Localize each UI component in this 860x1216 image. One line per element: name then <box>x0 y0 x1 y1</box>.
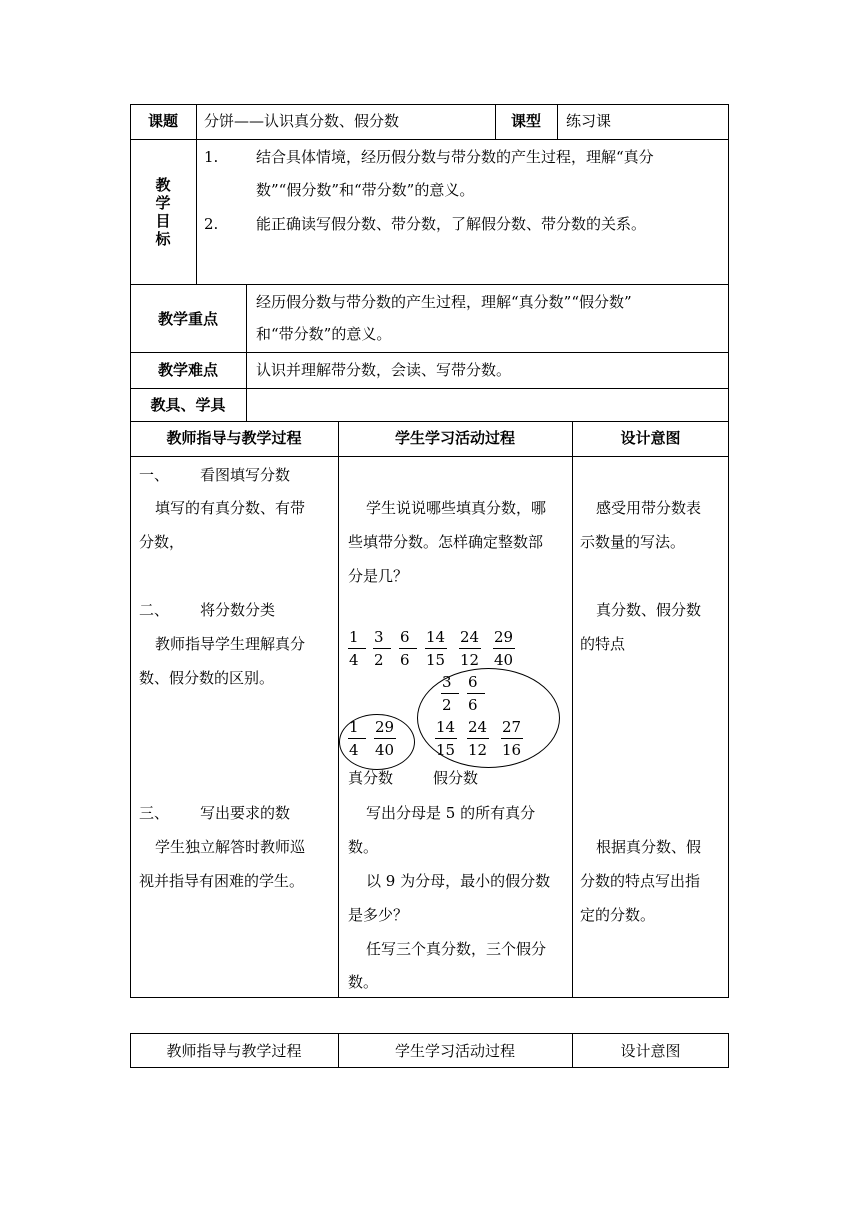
row-divider <box>130 352 729 353</box>
row-divider <box>130 421 729 422</box>
sec3-teacher-line2: 视并指导有困难的学生。 <box>139 872 305 890</box>
footer-header-intent: 设计意图 <box>620 1042 681 1060</box>
col-divider <box>557 104 558 139</box>
sec2-intent-line2: 的特点 <box>580 635 626 653</box>
goal-1-number: 1. <box>204 148 219 166</box>
sec1-student-line3: 分是几？ <box>348 567 409 585</box>
fraction: 29 40 <box>375 718 395 759</box>
sec3-intent-line2: 分数的特点写出指 <box>580 872 701 890</box>
sec3-number: 三、 <box>139 804 170 822</box>
sec3-student-line3: 以 9 为分母，最小的假分数 <box>366 872 551 890</box>
fraction: 6 6 <box>467 673 493 715</box>
sec3-intent-line3: 定的分数。 <box>580 906 656 924</box>
key-line2: 和“带分数”的意义。 <box>256 325 392 343</box>
goal-1-line2: 数”“假分数”和“带分数”的意义。 <box>256 181 475 199</box>
goal-2-line1: 能正确读写假分数、带分数，了解假分数、带分数的关系。 <box>256 215 647 233</box>
sec3-student-line5: 任写三个真分数，三个假分 <box>366 940 547 958</box>
fraction: 27 16 <box>502 718 522 759</box>
fraction: 24 12 <box>460 628 480 669</box>
sec3-student-line2: 数。 <box>348 838 379 856</box>
goal-1-line1: 结合具体情境，经历假分数与带分数的产生过程，理解“真分 <box>256 148 654 166</box>
fraction: 24 12 <box>468 718 488 759</box>
footer-header-teacher: 教师指导与教学过程 <box>166 1042 302 1060</box>
fraction: 1 4 <box>348 628 374 670</box>
col-divider <box>338 421 339 998</box>
difficulty-label: 教学难点 <box>157 361 218 379</box>
sec3-student-line4: 是多少？ <box>348 906 409 924</box>
proper-fraction-label: 真分数 <box>348 769 394 787</box>
fraction: 3 2 <box>441 673 467 715</box>
goals-label: 教 学 目 标 <box>155 176 171 248</box>
sec1-number: 一、 <box>139 466 170 484</box>
fraction: 29 40 <box>494 628 514 669</box>
sec1-student-line2: 些填带分数。怎样确定整数部 <box>348 533 544 551</box>
sec3-title: 写出要求的数 <box>200 804 291 822</box>
header-teacher: 教师指导与教学过程 <box>166 429 302 447</box>
key-line1: 经历假分数与带分数的产生过程，理解“真分数”“假分数” <box>256 293 632 311</box>
sec1-teacher-line2: 分数， <box>139 533 185 551</box>
footer-header-student: 学生学习活动过程 <box>394 1042 515 1060</box>
sec1-title: 看图填写分数 <box>200 466 291 484</box>
type-label: 课型 <box>510 112 541 130</box>
sec3-intent-line1: 根据真分数、假 <box>596 838 702 856</box>
fraction: 3 2 <box>373 628 399 670</box>
col-divider <box>572 421 573 998</box>
sec1-teacher-line1: 填写的有真分数、有带 <box>155 499 306 517</box>
row-divider <box>130 284 729 285</box>
fraction: 6 6 <box>399 628 425 670</box>
sec2-teacher-line1: 教师指导学生理解真分 <box>155 635 306 653</box>
sec3-student-line1: 写出分母是 5 的所有真分 <box>366 804 536 822</box>
key-label: 教学重点 <box>157 310 218 328</box>
topic-value: 分饼——认识真分数、假分数 <box>204 112 400 130</box>
sec2-title: 将分数分类 <box>200 601 276 619</box>
header-intent: 设计意图 <box>620 429 681 447</box>
row-divider <box>130 139 729 140</box>
sec3-student-line6: 数。 <box>348 973 379 991</box>
difficulty-value: 认识并理解带分数，会读、写带分数。 <box>256 361 512 379</box>
header-student: 学生学习活动过程 <box>394 429 515 447</box>
sec1-student-line1: 学生说说哪些填真分数，哪 <box>366 499 547 517</box>
sec2-intent-line1: 真分数、假分数 <box>596 601 702 619</box>
fraction: 1 4 <box>348 718 374 760</box>
col-divider <box>196 104 197 284</box>
improper-fraction-label: 假分数 <box>433 769 479 787</box>
sec2-number: 二、 <box>139 601 170 619</box>
sec2-teacher-line2: 数、假分数的区别。 <box>139 669 275 687</box>
topic-label: 课题 <box>147 112 178 130</box>
type-value: 练习课 <box>566 112 612 130</box>
tools-label: 教具、学具 <box>150 396 226 414</box>
sec3-teacher-line1: 学生独立解答时教师巡 <box>155 838 306 856</box>
goal-2-number: 2. <box>204 215 219 233</box>
col-divider <box>246 284 247 421</box>
fraction: 14 15 <box>426 628 446 669</box>
row-divider <box>130 456 729 457</box>
fraction: 14 15 <box>436 718 456 759</box>
sec1-intent-line1: 感受用带分数表 <box>596 499 702 517</box>
row-divider <box>130 388 729 389</box>
sec1-intent-line2: 示数量的写法。 <box>580 533 686 551</box>
